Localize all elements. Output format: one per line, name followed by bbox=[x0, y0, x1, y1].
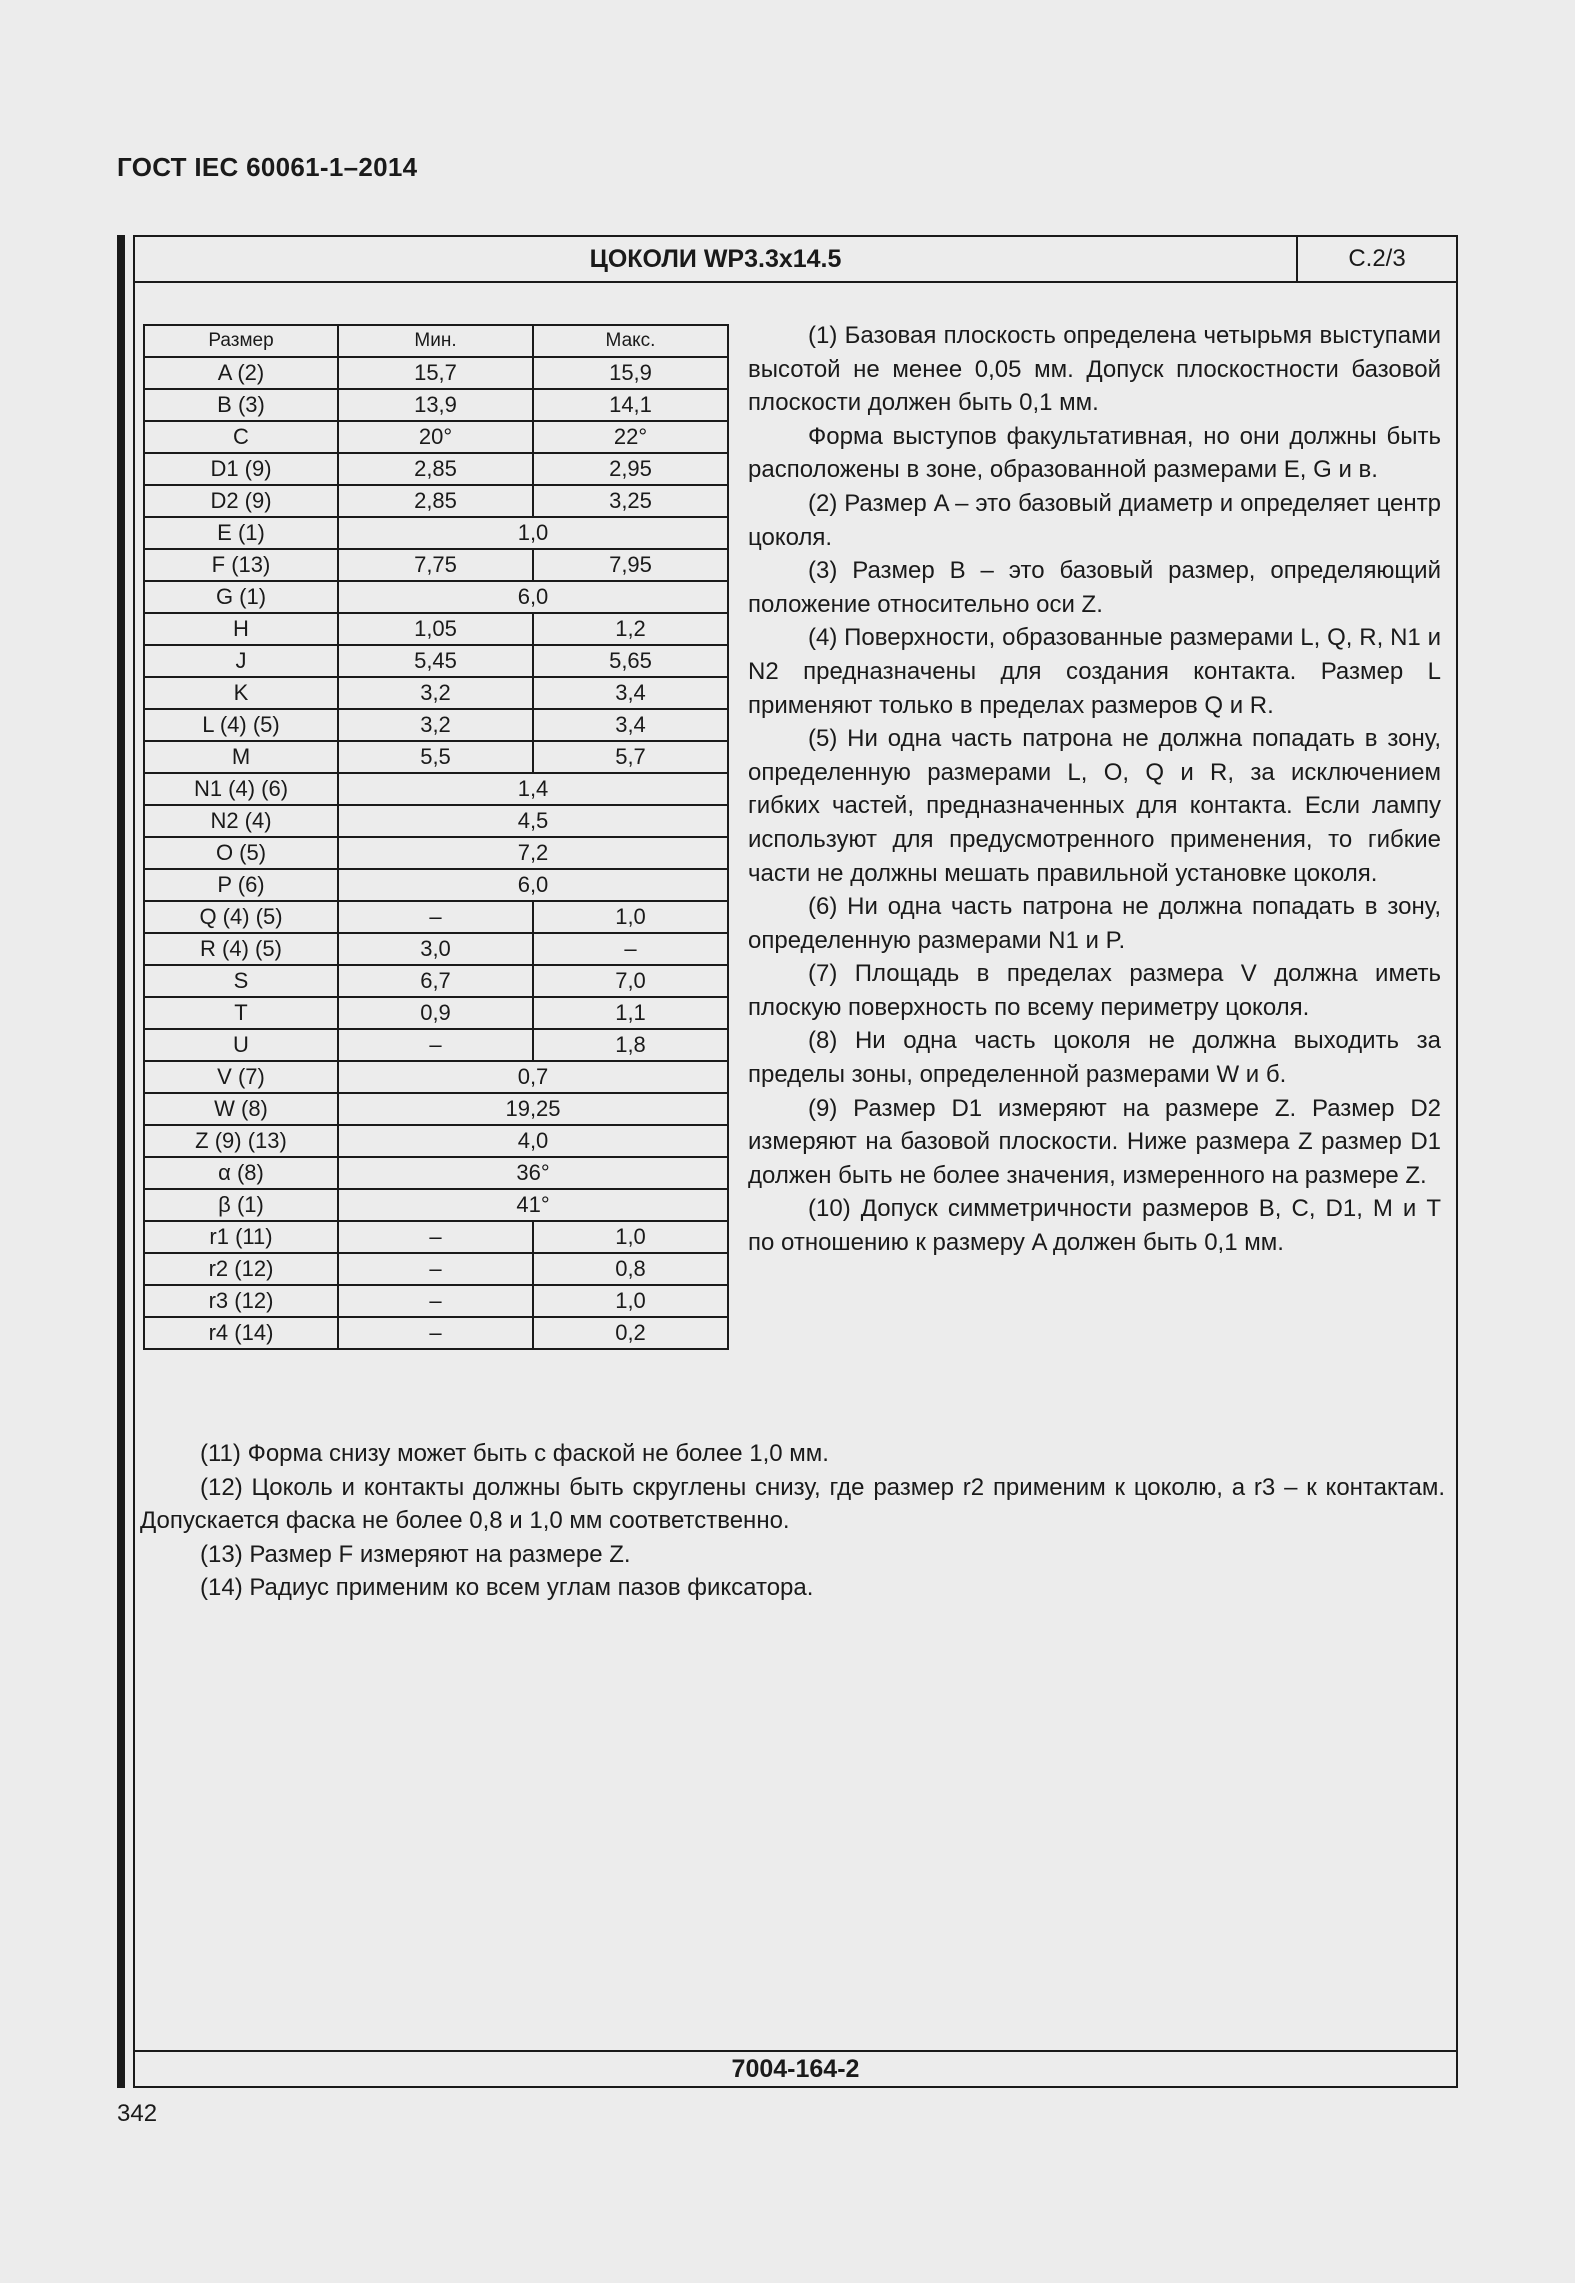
cell-value: 41° bbox=[338, 1189, 728, 1221]
cell-max: 1,0 bbox=[533, 1285, 728, 1317]
table-row bbox=[144, 389, 728, 421]
note-paragraph: (9) Размер D1 измеряют на размере Z. Размер D2 измеряют на базовой плоскости. Ниже размера Z размер D1 должен быть не более значения, измеренного на размере Z. bbox=[748, 1094, 1441, 1189]
cell-value: 6,0 bbox=[338, 581, 728, 613]
table-row bbox=[144, 1285, 728, 1317]
frame-title: ЦОКОЛИ WP3.3x14.5 bbox=[135, 237, 1298, 281]
note-paragraph: (13) Размер F измеряют на размере Z. bbox=[200, 1540, 631, 1568]
cell-min: 7,75 bbox=[338, 549, 533, 581]
cell-size: P (6) bbox=[144, 869, 338, 901]
sheet-number: С.2/3 bbox=[1348, 245, 1406, 272]
cell-min: 3,2 bbox=[338, 677, 533, 709]
cell-max: 7,0 bbox=[533, 965, 728, 997]
cell-max: 1,8 bbox=[533, 1029, 728, 1061]
table-row bbox=[144, 1029, 728, 1061]
cell-size: W (8) bbox=[144, 1093, 338, 1125]
table-row bbox=[144, 549, 728, 581]
table-row bbox=[144, 1253, 728, 1285]
table-row bbox=[144, 421, 728, 453]
cell-size: Z (9) (13) bbox=[144, 1125, 338, 1157]
cell-min: 2,85 bbox=[338, 453, 533, 485]
cell-value: 36° bbox=[338, 1157, 728, 1189]
cell-max: 0,2 bbox=[533, 1317, 728, 1349]
cell-size: r2 (12) bbox=[144, 1253, 338, 1285]
cell-max: 7,95 bbox=[533, 549, 728, 581]
cell-size: H bbox=[144, 613, 338, 645]
notes-column bbox=[748, 319, 1441, 1260]
cell-value: 4,0 bbox=[338, 1125, 728, 1157]
cell-size: L (4) (5) bbox=[144, 709, 338, 741]
left-bar bbox=[117, 235, 125, 2088]
note-paragraph: (12) Цоколь и контакты должны быть скруглены снизу, где размер r2 применим к цоколю, а r3 – к контактам. Допускается фаска не более 0,8 и 1,0 мм соответственно. bbox=[140, 1473, 1446, 1535]
cell-size: B (3) bbox=[144, 389, 338, 421]
note-paragraph: (6) Ни одна часть патрона не должна попадать в зону, определенную размерами N1 и P. bbox=[748, 893, 1441, 954]
table-row bbox=[144, 1317, 728, 1349]
cell-min: 5,5 bbox=[338, 741, 533, 773]
table-row bbox=[144, 1157, 728, 1189]
table-row bbox=[144, 837, 728, 869]
table-row bbox=[144, 485, 728, 517]
cell-size: T bbox=[144, 997, 338, 1029]
cell-min: – bbox=[338, 1285, 533, 1317]
cell-size: K bbox=[144, 677, 338, 709]
cell-max: 3,25 bbox=[533, 485, 728, 517]
cell-max: – bbox=[533, 933, 728, 965]
cell-min: – bbox=[338, 1317, 533, 1349]
table-row bbox=[144, 645, 728, 677]
table-row bbox=[144, 453, 728, 485]
cell-max: 1,0 bbox=[533, 1221, 728, 1253]
note-paragraph: (2) Размер A – это базовый диаметр и определяет центр цоколя. bbox=[748, 489, 1441, 551]
drawing-frame bbox=[133, 235, 1458, 2088]
cell-max: 14,1 bbox=[533, 389, 728, 421]
table-row bbox=[144, 709, 728, 741]
cell-size: E (1) bbox=[144, 517, 338, 549]
note-paragraph: (14) Радиус применим ко всем углам пазов фиксатора. bbox=[200, 1574, 814, 1602]
note-paragraph: (4) Поверхности, образованные размерами L, Q, R, N1 и N2 предназначены для создания контакта. Размер L применяют только в пределах размеров Q и R. bbox=[748, 624, 1441, 719]
cell-max: 2,95 bbox=[533, 453, 728, 485]
table-header-row bbox=[144, 325, 728, 357]
note-paragraph: (7) Площадь в пределах размера V должна иметь плоскую поверхность по всему периметру цоколя. bbox=[748, 960, 1441, 1021]
cell-max: 1,2 bbox=[533, 613, 728, 645]
cell-min: 3,2 bbox=[338, 709, 533, 741]
note-paragraph: (10) Допуск симметричности размеров B, C, D1, M и T по отношению к размеру A должен быть 0,1 мм. bbox=[748, 1195, 1441, 1257]
cell-min: 6,7 bbox=[338, 965, 533, 997]
cell-min: 3,0 bbox=[338, 933, 533, 965]
cell-size: J bbox=[144, 645, 338, 677]
note-paragraph: Форма выступов факультативная, но они должны быть расположены в зоне, образованной размерами E, G и в. bbox=[748, 422, 1441, 484]
page-number: 342 bbox=[117, 2100, 158, 2127]
cell-size: U bbox=[144, 1029, 338, 1061]
cell-size: N2 (4) bbox=[144, 805, 338, 837]
cell-max: 1,1 bbox=[533, 997, 728, 1029]
cell-max: 22° bbox=[533, 421, 728, 453]
cell-size: R (4) (5) bbox=[144, 933, 338, 965]
note-paragraph: (8) Ни одна часть цоколя не должна выходить за пределы зоны, определенной размерами W и б. bbox=[748, 1027, 1441, 1089]
title-bar bbox=[135, 237, 1456, 283]
cell-size: M bbox=[144, 741, 338, 773]
cell-max: 1,0 bbox=[533, 901, 728, 933]
bottom-notes bbox=[140, 1437, 1445, 1605]
doc-code: ГОСТ IEC 60061-1–2014 bbox=[117, 152, 418, 182]
cell-size: r4 (14) bbox=[144, 1317, 338, 1349]
table-row bbox=[144, 1189, 728, 1221]
cell-size: O (5) bbox=[144, 837, 338, 869]
cell-max: 3,4 bbox=[533, 709, 728, 741]
table-row bbox=[144, 869, 728, 901]
cell-size: α (8) bbox=[144, 1157, 338, 1189]
note-paragraph: (1) Базовая плоскость определена четырьмя выступами высотой не менее 0,05 мм. Допуск плоскостности базовой плоскости должен быть 0,1 мм. bbox=[748, 322, 1441, 417]
table-row bbox=[144, 613, 728, 645]
table-row bbox=[144, 1061, 728, 1093]
cell-min: 0,9 bbox=[338, 997, 533, 1029]
table-row bbox=[144, 1125, 728, 1157]
table-row bbox=[144, 741, 728, 773]
dimensions-table bbox=[143, 324, 729, 1350]
cell-max: 5,7 bbox=[533, 741, 728, 773]
note-paragraph: (5) Ни одна часть патрона не должна попадать в зону, определенную размерами L, O, Q и R, за исключением гибких частей, предназначенных для контакта. Если лампу используют для предусмотренного применения, то гибкие части не должны мешать правильной установке цоколя. bbox=[748, 725, 1441, 887]
table-row bbox=[144, 357, 728, 389]
cell-max: 0,8 bbox=[533, 1253, 728, 1285]
cell-min: 20° bbox=[338, 421, 533, 453]
table-row bbox=[144, 805, 728, 837]
table-row bbox=[144, 965, 728, 997]
table-row bbox=[144, 1093, 728, 1125]
cell-min: 1,05 bbox=[338, 613, 533, 645]
cell-min: 13,9 bbox=[338, 389, 533, 421]
cell-max: 15,9 bbox=[533, 357, 728, 389]
table-row bbox=[144, 581, 728, 613]
frame-footer: 7004-164-2 bbox=[135, 2050, 1456, 2086]
table-row bbox=[144, 901, 728, 933]
cell-size: S bbox=[144, 965, 338, 997]
cell-size: D1 (9) bbox=[144, 453, 338, 485]
cell-size: C bbox=[144, 421, 338, 453]
cell-value: 4,5 bbox=[338, 805, 728, 837]
table-row bbox=[144, 773, 728, 805]
note-paragraph: (3) Размер B – это базовый размер, определяющий положение относительно оси Z. bbox=[748, 557, 1441, 618]
table-body bbox=[144, 357, 728, 1349]
table-row bbox=[144, 517, 728, 549]
cell-size: A (2) bbox=[144, 357, 338, 389]
cell-min: – bbox=[338, 1221, 533, 1253]
cell-size: Q (4) (5) bbox=[144, 901, 338, 933]
table-row bbox=[144, 677, 728, 709]
cell-min: 15,7 bbox=[338, 357, 533, 389]
cell-size: F (13) bbox=[144, 549, 338, 581]
cell-size: V (7) bbox=[144, 1061, 338, 1093]
cell-max: 3,4 bbox=[533, 677, 728, 709]
cell-value: 1,0 bbox=[338, 517, 728, 549]
cell-min: 2,85 bbox=[338, 485, 533, 517]
cell-value: 6,0 bbox=[338, 869, 728, 901]
cell-max: 5,65 bbox=[533, 645, 728, 677]
cell-size: β (1) bbox=[144, 1189, 338, 1221]
header-min: Мин. bbox=[338, 325, 533, 357]
cell-size: G (1) bbox=[144, 581, 338, 613]
cell-min: 5,45 bbox=[338, 645, 533, 677]
cell-min: – bbox=[338, 1029, 533, 1061]
cell-size: D2 (9) bbox=[144, 485, 338, 517]
cell-size: r1 (11) bbox=[144, 1221, 338, 1253]
cell-size: N1 (4) (6) bbox=[144, 773, 338, 805]
cell-size: r3 (12) bbox=[144, 1285, 338, 1317]
cell-min: – bbox=[338, 1253, 533, 1285]
cell-value: 0,7 bbox=[338, 1061, 728, 1093]
header-size: Размер bbox=[144, 325, 338, 357]
cell-value: 19,25 bbox=[338, 1093, 728, 1125]
cell-min: – bbox=[338, 901, 533, 933]
table-row bbox=[144, 997, 728, 1029]
table-row bbox=[144, 933, 728, 965]
header-max: Макс. bbox=[533, 325, 728, 357]
table-row bbox=[144, 1221, 728, 1253]
note-paragraph: (11) Форма снизу может быть с фаской не более 1,0 мм. bbox=[200, 1440, 829, 1467]
cell-value: 1,4 bbox=[338, 773, 728, 805]
cell-value: 7,2 bbox=[338, 837, 728, 869]
